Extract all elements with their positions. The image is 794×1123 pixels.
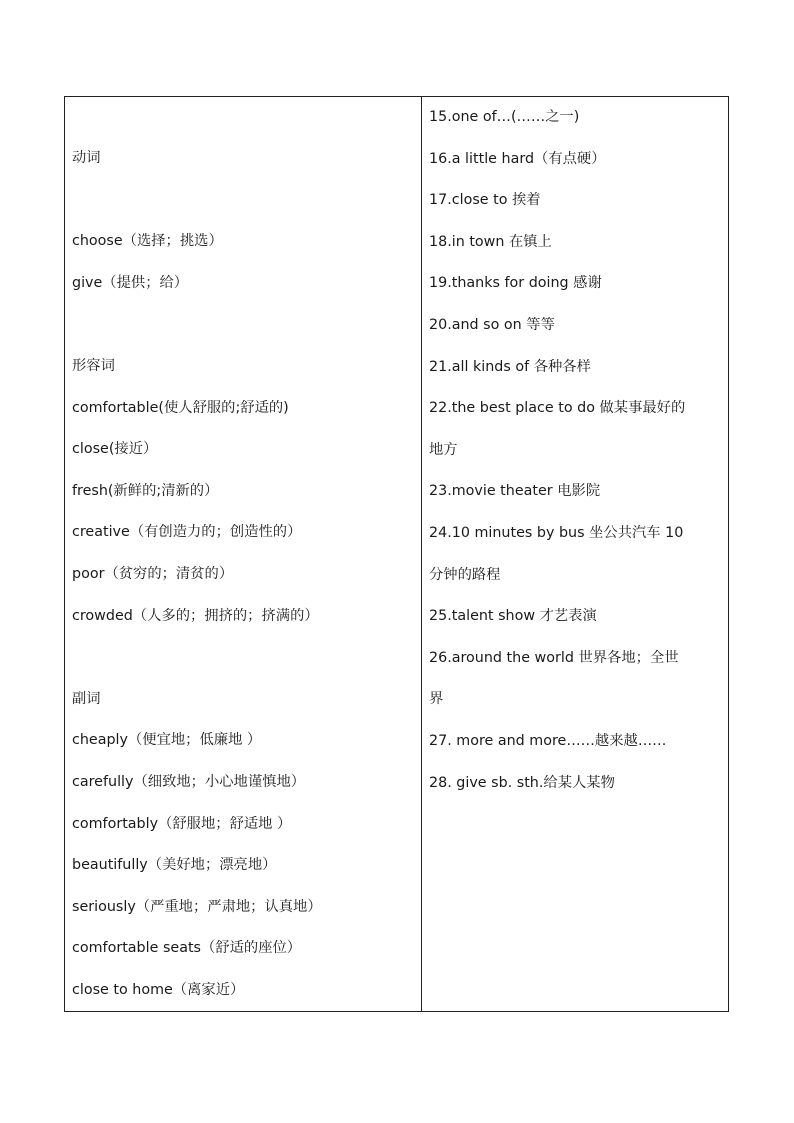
phrase-item: 22.the best place to do 做某事最好的 [429, 400, 686, 417]
phrase-item: 16.a little hard（有点硬） [429, 150, 606, 167]
adverb-item: comfortably（舒服地；舒适地 ） [72, 815, 292, 832]
adjective-item: close(接近） [72, 441, 158, 458]
verb-item: give（提供；给） [72, 274, 189, 291]
heading-adjectives: 形容词 [72, 357, 115, 374]
spacer [72, 180, 421, 222]
adjective-item: poor（贫穷的；清贫的） [72, 565, 234, 582]
adjective-item: fresh(新鲜的;清新的） [72, 482, 219, 499]
heading-adverbs: 副词 [72, 690, 101, 707]
adjective-item: creative（有创造力的；创造性的） [72, 524, 302, 541]
phrase-item: 25.talent show 才艺表演 [429, 608, 597, 625]
adverb-item: close to home（离家近） [72, 981, 245, 998]
phrase-item: 20.and so on 等等 [429, 316, 555, 333]
phrase-item: 分钟的路程 [429, 566, 501, 583]
adverb-item: seriously（严重地；严肃地；认真地） [72, 898, 322, 915]
phrase-item: 23.movie theater 电影院 [429, 483, 601, 500]
phrase-item: 24.10 minutes by bus 坐公共汽车 10 [429, 524, 684, 541]
spacer [72, 637, 421, 679]
phrase-item: 地方 [429, 441, 458, 458]
phrase-item: 15.one of…(……之一) [429, 109, 580, 125]
phrase-item: 19.thanks for doing 感谢 [429, 275, 602, 292]
adjective-item: comfortable(使人舒服的;舒适的) [72, 399, 289, 416]
right-column [422, 97, 728, 1011]
phrase-item: 18.in town 在镇上 [429, 233, 552, 250]
adverb-item: carefully（细致地；小心地谨慎地） [72, 773, 306, 790]
heading-verbs: 动词 [72, 150, 101, 166]
adjective-item: crowded（人多的；拥挤的；挤满的） [72, 607, 319, 624]
phrase-item: 21.all kinds of 各种各样 [429, 358, 591, 375]
adverb-item: cheaply（便宜地；低廉地 ） [72, 732, 262, 749]
adverb-item: comfortable seats（舒适的座位） [72, 940, 302, 957]
vocabulary-table [64, 96, 729, 1012]
phrase-item: 27. more and more……越来越…… [429, 732, 667, 749]
phrase-item: 26.around the world 世界各地；全世 [429, 649, 679, 666]
adverb-item: beautifully（美好地；漂亮地） [72, 857, 277, 874]
left-column [65, 97, 422, 1011]
phrase-item: 28. give sb. sth.给某人某物 [429, 774, 615, 791]
verb-item: choose（选择；挑选） [72, 233, 223, 250]
spacer [72, 304, 421, 346]
phrase-item: 17.close to 挨着 [429, 192, 541, 209]
phrase-item: 界 [429, 691, 444, 708]
